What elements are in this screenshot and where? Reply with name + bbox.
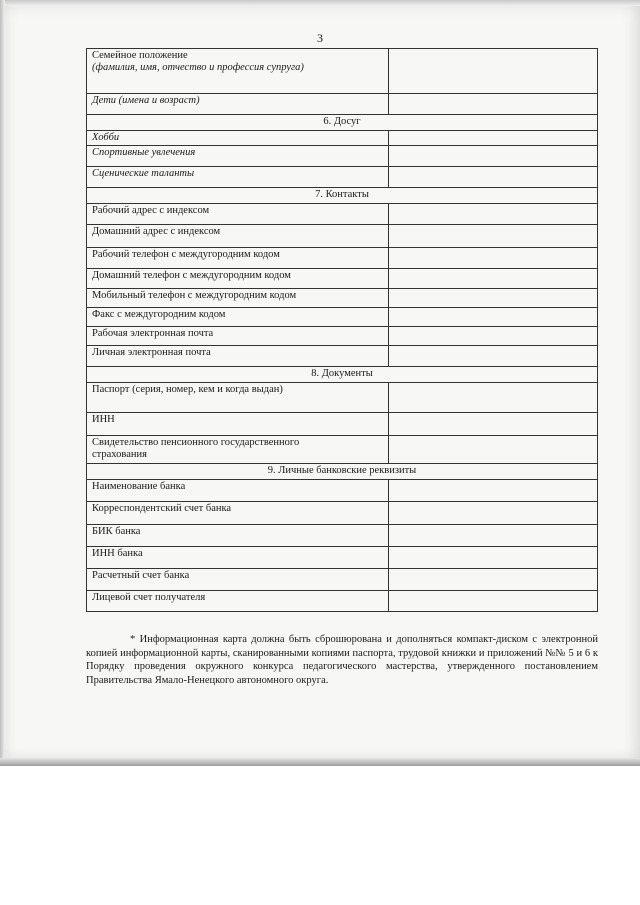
field-label	[87, 547, 389, 569]
section-title: 9. Личные банковские реквизиты	[87, 464, 598, 480]
form-row	[87, 49, 598, 94]
form-row	[87, 502, 598, 525]
form-row	[87, 346, 598, 367]
field-value-cell[interactable]	[388, 480, 597, 502]
form-row	[87, 525, 598, 547]
field-label-line: БИК банка	[92, 526, 141, 537]
field-value-cell[interactable]	[388, 167, 597, 188]
field-value-cell[interactable]	[388, 591, 597, 612]
field-label-line: Хобби	[92, 132, 120, 143]
field-value-cell[interactable]	[388, 269, 597, 289]
form-row	[87, 131, 598, 146]
field-label	[87, 591, 389, 612]
field-value-cell[interactable]	[388, 346, 597, 367]
form-row	[87, 225, 598, 248]
field-label	[87, 502, 389, 525]
scan-edge-bottom	[0, 758, 640, 766]
field-label	[87, 146, 389, 167]
form-row	[87, 591, 598, 612]
field-label-line: Лицевой счет получателя	[92, 592, 206, 603]
form-row	[87, 204, 598, 225]
form-row	[87, 94, 598, 115]
section-title: 8. Документы	[87, 367, 598, 383]
field-value-cell[interactable]	[388, 413, 597, 436]
field-value-cell[interactable]	[388, 131, 597, 146]
field-label-line: Личная электронная почта	[92, 347, 211, 358]
field-label	[87, 204, 389, 225]
footnote-text: * Информационная карта должна быть сброшюрована и дополняться компакт-диском с электронной копией информационной карты, сканированными копиями паспорта, трудовой книжки и приложений №№ 5 и 6 к Порядку проведения окружного конкурса педагогического мастерства, утвержденного постановлением Правительства Ямало-Ненецкого автономного округа.	[86, 634, 598, 686]
field-value-cell[interactable]	[388, 146, 597, 167]
field-label	[87, 289, 389, 308]
field-label-line: Сценические таланты	[92, 168, 195, 179]
field-label-line: Корреспондентский счет банка	[92, 503, 232, 514]
form-row	[87, 569, 598, 591]
field-label	[87, 167, 389, 188]
field-label	[87, 269, 389, 289]
field-label-line: Мобильный телефон с междугородним кодом	[92, 290, 297, 301]
field-label-line: Паспорт (серия, номер, кем и когда выдан)	[92, 384, 283, 395]
section-header-row	[87, 115, 598, 131]
form-row	[87, 167, 598, 188]
form-row	[87, 383, 598, 413]
field-label	[87, 225, 389, 248]
field-label	[87, 569, 389, 591]
field-label	[87, 49, 389, 94]
field-label	[87, 94, 389, 115]
field-label	[87, 413, 389, 436]
field-value-cell[interactable]	[388, 49, 597, 94]
section-header-row	[87, 367, 598, 383]
field-label-line: Расчетный счет банка	[92, 570, 190, 581]
form-row	[87, 480, 598, 502]
field-label	[87, 131, 389, 146]
field-label	[87, 480, 389, 502]
form-row	[87, 547, 598, 569]
field-label-line: Семейное положение	[92, 50, 188, 61]
field-label-line: (фамилия, имя, отчество и профессия супруга)	[92, 62, 304, 73]
form-row	[87, 146, 598, 167]
section-title: 7. Контакты	[87, 188, 598, 204]
form-row	[87, 248, 598, 269]
field-value-cell[interactable]	[388, 547, 597, 569]
field-label-line: Рабочий адрес с индексом	[92, 205, 210, 216]
form-row	[87, 308, 598, 327]
information-card-table	[86, 48, 598, 612]
field-value-cell[interactable]	[388, 225, 597, 248]
field-label	[87, 308, 389, 327]
field-label	[87, 248, 389, 269]
field-value-cell[interactable]	[388, 94, 597, 115]
field-label	[87, 436, 389, 464]
section-header-row	[87, 188, 598, 204]
field-value-cell[interactable]	[388, 502, 597, 525]
field-label-line: ИНН	[92, 414, 115, 425]
field-label	[87, 525, 389, 547]
form-row	[87, 269, 598, 289]
section-header-row	[87, 464, 598, 480]
field-value-cell[interactable]	[388, 308, 597, 327]
form-body	[87, 49, 598, 612]
section-title: 6. Досуг	[87, 115, 598, 131]
field-label-line: Дети (имена и возраст)	[92, 95, 200, 106]
field-value-cell[interactable]	[388, 289, 597, 308]
field-label	[87, 346, 389, 367]
form-row	[87, 436, 598, 464]
field-label-line: Свидетельство пенсионного государственного	[92, 437, 300, 448]
field-label-line: Домашний адрес с индексом	[92, 226, 221, 237]
field-value-cell[interactable]	[388, 569, 597, 591]
form-row	[87, 327, 598, 346]
field-label-line: Факс с междугородним кодом	[92, 309, 226, 320]
field-value-cell[interactable]	[388, 248, 597, 269]
form-row	[87, 289, 598, 308]
page-number: 3	[317, 31, 323, 45]
field-label	[87, 327, 389, 346]
field-label-line: страхования	[92, 449, 147, 460]
field-value-cell[interactable]	[388, 327, 597, 346]
scan-edge-left	[0, 0, 5, 764]
field-value-cell[interactable]	[388, 525, 597, 547]
field-label-line: Наименование банка	[92, 481, 186, 492]
footnote	[86, 633, 598, 687]
field-label	[87, 383, 389, 413]
field-label-line: ИНН банка	[92, 548, 143, 559]
scan-edge-top	[0, 0, 640, 6]
form-row	[87, 413, 598, 436]
field-label-line: Домашний телефон с междугородним кодом	[92, 270, 291, 281]
field-label-line: Рабочая электронная почта	[92, 328, 214, 339]
field-value-cell[interactable]	[388, 204, 597, 225]
field-label-line: Спортивные увлечения	[92, 147, 196, 158]
field-value-cell[interactable]	[388, 383, 597, 413]
field-value-cell[interactable]	[388, 436, 597, 464]
field-label-line: Рабочий телефон с междугородним кодом	[92, 249, 280, 260]
